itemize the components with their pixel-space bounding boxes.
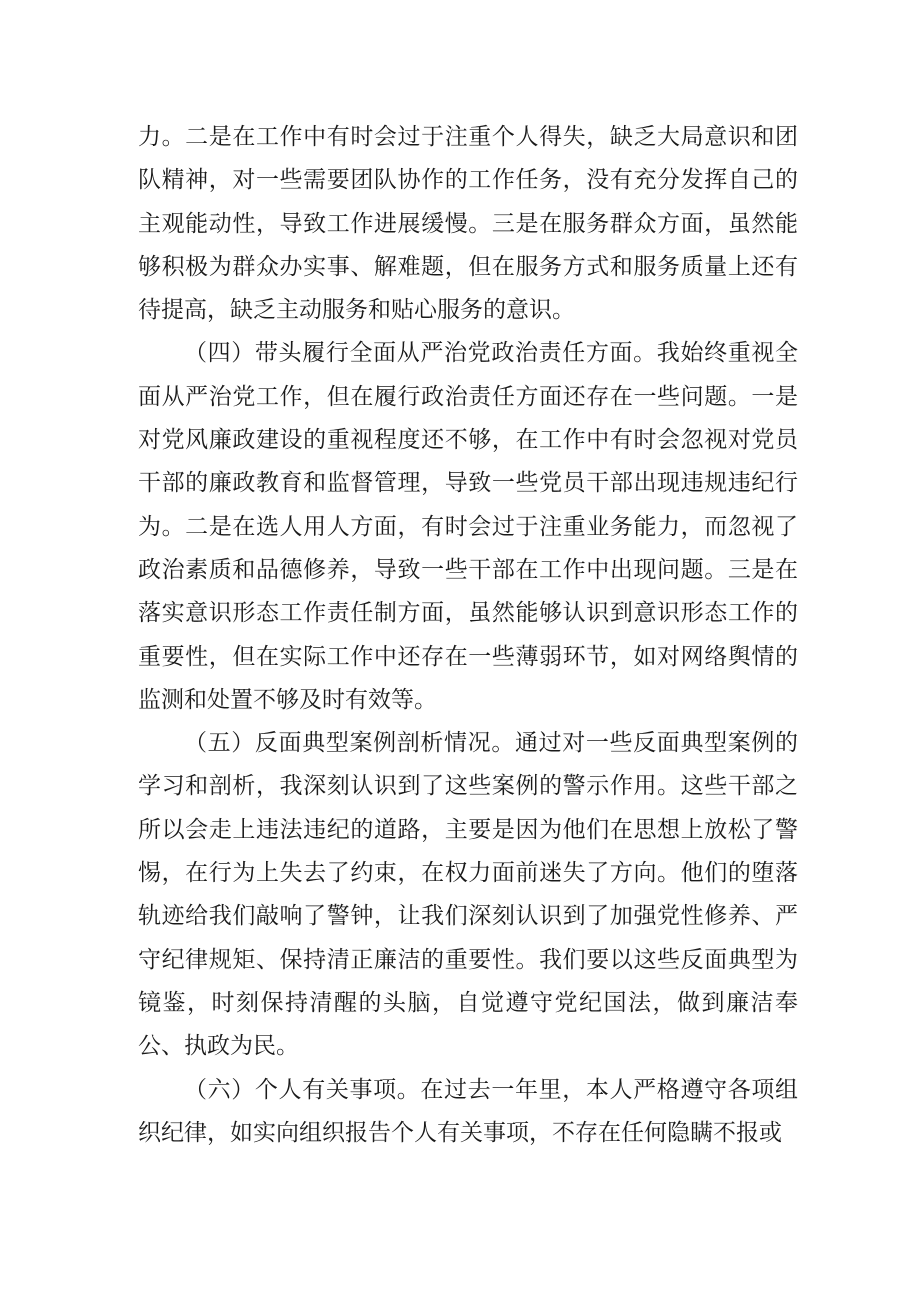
paragraph-section-five: （五）反面典型案例剖析情况。通过对一些反面典型案例的学习和剖析，我深刻认识到了这些案例的警示作用。这些干部之所以会走上违法违纪的道路，主要是因为他们在思想上放松了警惕，在行为上失去了约束，在权力面前迷失了方向。他们的堕落轨迹给我们敲响了警钟，让我们深刻认识到了加强党性修养、严守纪律规矩、保持清正廉洁的重要性。我们要以这些反面典型为镜鉴，时刻保持清醒的头脑，自觉遵守党纪国法，做到廉洁奉公、执政为民。 <box>138 730 798 1060</box>
paragraph-section-six: （六）个人有关事项。在过去一年里，本人严格遵守各项组织纪律，如实向组织报告个人有关事项，不存在任何隐瞒不报或 <box>138 1076 798 1146</box>
paragraph-section-four: （四）带头履行全面从严治党政治责任方面。我始终重视全面从严治党工作，但在履行政治责任方面还存在一些问题。一是对党风廉政建设的重视程度还不够，在工作中有时会忽视对党员干部的廉政教育和监督管理，导致一些党员干部出现违规违纪行为。二是在选人用人方面，有时会过于注重业务能力，而忽视了政治素质和品德修养，导致一些干部在工作中出现问题。三是在落实意识形态工作责任制方面，虽然能够认识到意识形态工作的重要性，但在实际工作中还存在一些薄弱环节，如对网络舆情的监测和处置不够及时有效等。 <box>138 340 798 713</box>
paragraph-continuation: 力。二是在工作中有时会过于注重个人得失，缺乏大局意识和团队精神，对一些需要团队协作的工作任务，没有充分发挥自己的主观能动性，导致工作进展缓慢。三是在服务群众方面，虽然能够积极为群众办实事、解难题，但在服务方式和服务质量上还有待提高，缺乏主动服务和贴心服务的意识。 <box>138 124 798 324</box>
document-body <box>138 116 798 1155</box>
